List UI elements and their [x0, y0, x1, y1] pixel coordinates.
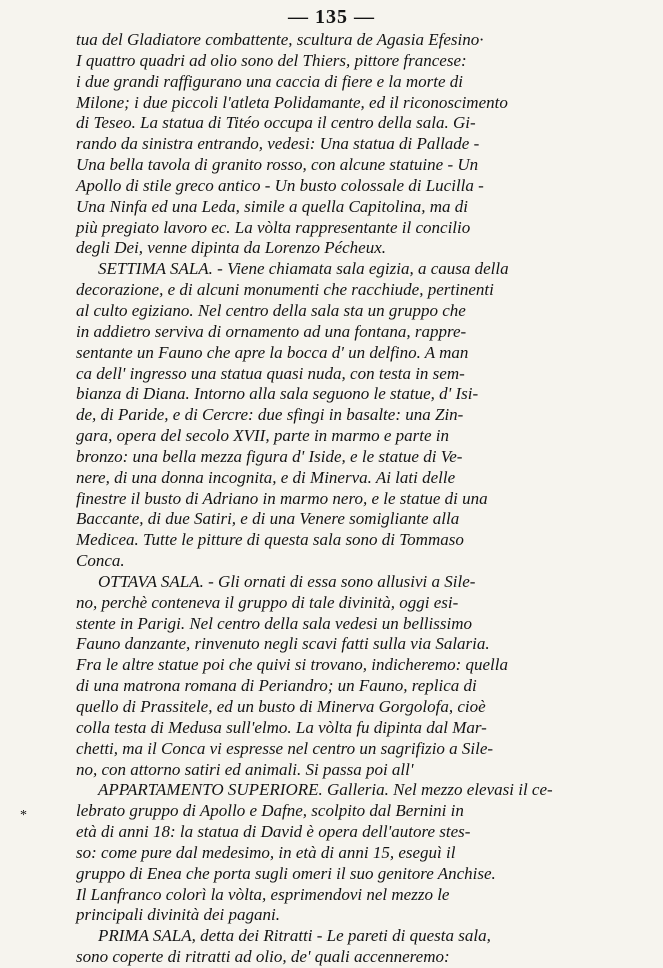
text-line: Il Lanfranco colorì la vòlta, esprimendovi nel mezzo le — [76, 884, 450, 904]
text-line: di una matrona romana di Periandro; un Fauno, replica di — [76, 676, 477, 696]
text-line: degli Dei, venne dipinta da Lorenzo Pécheux. — [76, 238, 387, 258]
margin-mark: * — [20, 808, 27, 823]
text-line: bronzo: una bella mezza figura d' Iside, e le statue di Ve- — [76, 446, 463, 466]
text-line: gruppo di Enea che porta sugli omeri il suo genitore Anchise. — [76, 863, 496, 883]
text-line: sentante un Fauno che apre la bocca d' un delfino. A man — [76, 342, 469, 362]
text-line: età di anni 18: la statua di David è opera dell'autore stes- — [76, 822, 471, 842]
page-number: — 135 — — [288, 6, 375, 28]
text-line: stente in Parigi. Nel centro della sala vedesi un bellissimo — [76, 613, 472, 633]
text-line: colla testa di Medusa sull'elmo. La vòlta fu dipinta dal Mar- — [76, 717, 487, 737]
text-line: I quattro quadri ad olio sono del Thiers, pittore francese: — [76, 50, 467, 70]
text-line: lebrato gruppo di Apollo e Dafne, scolpito dal Bernini in — [76, 801, 464, 821]
text-line: Una bella tavola di granito rosso, con alcune statuine - Un — [76, 155, 479, 175]
text-line: principali divinità dei pagani. — [76, 905, 280, 925]
text-line: Una Ninfa ed una Leda, simile a quella Capitolina, ma di — [76, 196, 468, 216]
text-line: sono coperte di ritratti ad olio, de' quali accenneremo: — [76, 947, 450, 967]
text-line: no, con attorno satiri ed animali. Si passa poi all' — [76, 759, 414, 779]
text-line: so: come pure dal medesimo, in età di anni 15, eseguì il — [76, 842, 456, 862]
text-line: bianza di Diana. Intorno alla sala seguono le statue, d' Isi- — [76, 384, 479, 404]
text-line: Apollo di stile greco antico - Un busto colossale di Lucilla - — [76, 175, 484, 195]
text-line: ca dell' ingresso una statua quasi nuda, con testa in sem- — [76, 363, 465, 383]
text-line: chetti, ma il Conca vi espresse nel centro un sagrifizio a Sile- — [76, 738, 494, 758]
text-line: in addietro serviva di ornamento ad una fontana, rappre- — [76, 321, 467, 341]
text-line: gara, opera del secolo XVII, parte in marmo e parte in — [76, 426, 449, 446]
text-line: Fauno danzante, rinvenuto negli scavi fatti sulla via Salaria. — [76, 634, 490, 654]
text-line: più pregiato lavoro ec. La vòlta rappresentante il concilio — [76, 217, 471, 237]
text-line: Conca. — [76, 551, 125, 571]
text-line: SETTIMA SALA. - Viene chiamata sala egizia, a causa della — [98, 259, 509, 279]
text-line: OTTAVA SALA. - Gli ornati di essa sono allusivi a Sile- — [98, 571, 476, 591]
text-line: Milone; i due piccoli l'atleta Polidamante, ed il riconoscimento — [76, 92, 508, 112]
text-line: PRIMA SALA, detta dei Ritratti - Le pareti di questa sala, — [98, 926, 491, 946]
text-line: rando da sinistra entrando, vedesi: Una statua di Pallade - — [76, 134, 480, 154]
text-line: finestre il busto di Adriano in marmo nero, e le statue di una — [76, 488, 488, 508]
text-line: i due grandi raffigurano una caccia di fiere e la morte di — [76, 71, 464, 91]
text-line: Medicea. Tutte le pitture di questa sala sono di Tommaso — [76, 530, 464, 550]
text-line: Baccante, di due Satiri, e di una Venere somigliante alla — [76, 509, 460, 529]
text-line: de, di Paride, e di Cercre: due sfingi in basalte: una Zin- — [76, 405, 464, 425]
text-line: quello di Prassitele, ed un busto di Minerva Gorgolofa, cioè — [76, 697, 486, 716]
text-line: APPARTAMENTO SUPERIORE. Galleria. Nel mezzo elevasi il ce- — [98, 780, 553, 800]
text-line: decorazione, e di alcuni monumenti che racchiude, pertinenti — [76, 280, 494, 300]
text-line: di Teseo. La statua di Titéo occupa il centro della sala. Gi- — [76, 113, 476, 133]
text-line: nere, di una donna incognita, e di Minerva. Ai lati delle — [76, 467, 456, 487]
text-line: Fra le altre statue poi che quivi si trovano, indicheremo: quella — [76, 655, 508, 675]
body-text — [76, 30, 556, 968]
text-line: al culto egiziano. Nel centro della sala sta un gruppo che — [76, 300, 466, 320]
text-line: tua del Gladiatore combattente, scultura de Agasia Efesino· — [76, 30, 484, 49]
text-line: no, perchè conteneva il gruppo di tale divinità, oggi esi- — [76, 592, 459, 612]
